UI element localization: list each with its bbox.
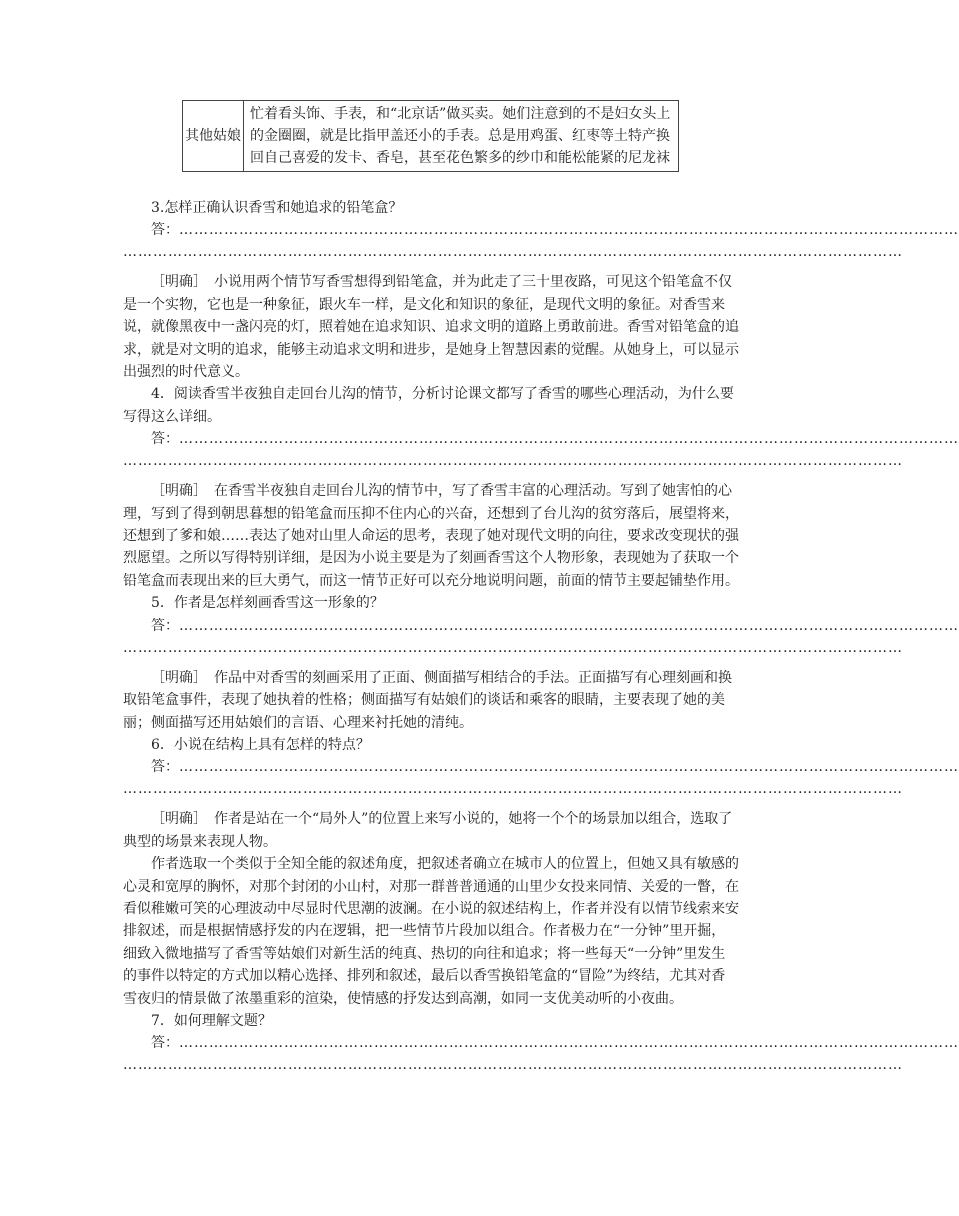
answer-line-4 [123, 428, 959, 450]
question-6: 6．小说在结构上具有怎样的特点？ [151, 736, 370, 753]
table-row [183, 101, 679, 172]
answer-dots-line-6: ………………………………………………………………………………………………………………………………………… [123, 781, 903, 798]
answer-5: ［明确］ 作品中对香雪的刻画采用了正面、侧面描写相结合的手法。正面描写有心理刻画和换取铅笔盒事件，表现了她执着的性格；侧面描写有姑娘们的谈话和乘客的眼睛，主要表现了她的美丽；侧面描写还用姑娘们的言语、心理来衬托她的清纯。 [123, 669, 732, 731]
answer-prefix: 答： [151, 222, 179, 239]
answer-dots: ………………………………………………………………………………………………………………………………………… [179, 222, 959, 239]
character-table [182, 100, 679, 172]
question-4: 4．阅读香雪半夜独自走回台儿沟的情节，分析讨论课文都写了香雪的哪些心理活动，为什么要写得这么详细。 [123, 386, 734, 425]
question-5: 5．作者是怎样刻画香雪这一形象的？ [151, 595, 384, 612]
answer-6b: 作者选取一个类似于全知全能的叙述角度，把叙述者确立在城市人的位置上，但她又具有敏感的心灵和宽厚的胸怀，对那个封闭的小山村，对那一群普普通通的山里少女投来同情、关爱的一瞥，在看似稚嫩可笑的心理波动中尽显时代思潮的波澜。在小说的叙述结构上，作者并没有以情节线索来安排叙述，而是根据情感抒发的内在逻辑，把一些情节片段加以组合。作者极力在“一分钟”里开掘，细致入微地描写了香雪等姑娘们对新生活的纯真、热切的向往和追求；将一些每天“一分钟”里发生的事件以特定的方式加以精心选择、排列和叙述，最后以香雪换铅笔盒的“冒险”为终结，尤其对香雪夜归的情景做了浓墨重彩的渲染，使情感的抒发达到高潮，如同一支优美动听的小夜曲。 [123, 856, 739, 1007]
answer-prefix: 答： [151, 431, 179, 448]
answer-prefix: 答： [151, 617, 179, 634]
answer-6a: ［明确］ 作者是站在一个“局外人”的位置上来写小说的，她将一个个的场景加以组合，选取了典型的场景来表现人物。 [123, 811, 733, 850]
document-body [123, 197, 959, 1076]
answer-line-5 [123, 615, 959, 637]
answer-line-3 [123, 219, 959, 241]
answer-line-7 [123, 1032, 959, 1054]
answer-prefix: 答： [151, 1035, 179, 1052]
answer-line-6 [123, 756, 959, 778]
answer-dots-line-5: ………………………………………………………………………………………………………………………………………… [123, 639, 903, 656]
table-description-cell: 忙着看头饰、手表，和“北京话”做买卖。她们注意到的不是妇女头上的金圈圈，就是比指甲盖还小的手表。总是用鸡蛋、红枣等土特产换回自己喜爱的发卡、香皂，甚至花色繁多的纱巾和能松能紧的尼龙袜 [244, 101, 679, 172]
answer-dots: ………………………………………………………………………………………………………………………………………… [179, 759, 959, 776]
table-category-cell: 其他姑娘 [183, 101, 244, 172]
answer-dots-line-7: ………………………………………………………………………………………………………………………………………… [123, 1057, 903, 1074]
answer-dots-line-3: ………………………………………………………………………………………………………………………………………… [123, 244, 903, 261]
answer-4: ［明确］ 在香雪半夜独自走回台儿沟的情节中，写了香雪丰富的心理活动。写到了她害怕的心理，写到了得到朝思暮想的铅笔盒而压抑不住内心的兴奋，还想到了台儿沟的贫穷落后，展望将来，还想到了爹和娘……表达了她对山里人命运的思考，表现了她对现代文明的向往，要求改变现状的强烈愿望。之所以写得特别详细，是因为小说主要是为了刻画香雪这个人物形象，表现她为了获取一个铅笔盒而表现出来的巨大勇气，而这一情节正好可以充分地说明问题，前面的情节主要起铺垫作用。 [123, 483, 739, 589]
answer-prefix: 答： [151, 759, 179, 776]
answer-dots: ………………………………………………………………………………………………………………………………………… [179, 1035, 959, 1052]
question-3: 3.怎样正确认识香雪和她追求的铅笔盒？ [151, 200, 403, 216]
answer-dots: ………………………………………………………………………………………………………………………………………… [179, 431, 959, 448]
answer-3: ［明确］ 小说用两个情节写香雪想得到铅笔盒，并为此走了三十里夜路，可见这个铅笔盒不仅是一个实物，它也是一种象征，跟火车一样，是文化和知识的象征，是现代文明的象征。对香雪来说，就像黑夜中一盏闪亮的灯，照着她在追求知识、追求文明的道路上勇敢前进。香雪对铅笔盒的追求，就是对文明的追求，能够主动追求文明和进步，是她身上智慧因素的觉醒。从她身上，可以显示出强烈的时代意义。 [123, 274, 739, 381]
question-7: 7．如何理解文题？ [151, 1012, 272, 1029]
answer-dots: ………………………………………………………………………………………………………………………………………… [179, 617, 959, 634]
answer-dots-line-4: ………………………………………………………………………………………………………………………………………… [123, 453, 903, 470]
